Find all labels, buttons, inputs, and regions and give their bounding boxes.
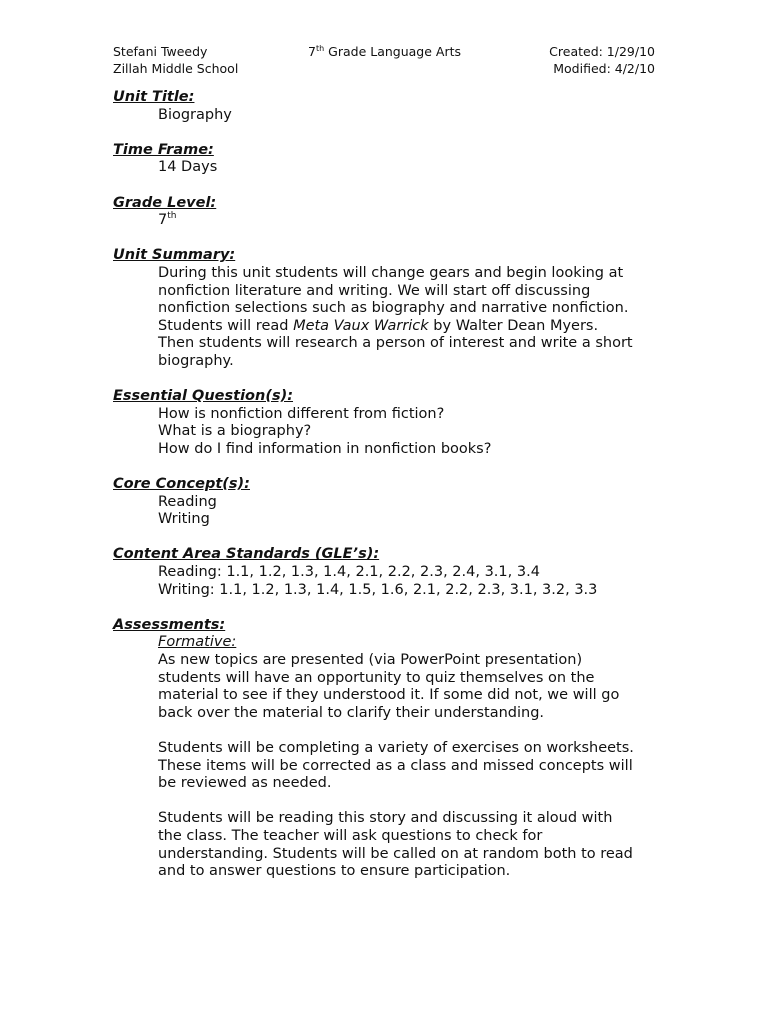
section-core-concepts — [113, 476, 673, 529]
concept-item: Reading — [158, 493, 217, 510]
unit-title-heading: Unit Title: — [113, 89, 195, 105]
summary-line: During this unit students will change gears and begin looking at — [158, 264, 624, 281]
document-body — [113, 89, 673, 898]
assessments-heading: Assessments: — [113, 616, 226, 633]
paragraph-line: and to answer questions to ensure participation. — [158, 863, 511, 880]
time-frame-heading: Time Frame: — [113, 141, 214, 158]
question-item: How do I find information in nonfiction books? — [158, 440, 492, 457]
concept-item: Writing — [158, 511, 210, 528]
paragraph-line: Students will be reading this story and discussing it aloud with — [158, 810, 613, 827]
author-name: Stefani Tweedy — [113, 44, 208, 59]
paragraph-line: the class. The teacher will ask questions to check for — [158, 827, 543, 844]
paragraph-line: These items will be corrected as a class and missed concepts will — [158, 757, 633, 774]
grade-level-heading: Grade Level: — [113, 194, 217, 211]
header-course — [308, 43, 461, 60]
assessment-paragraph — [158, 652, 673, 722]
paragraph-line: back over the material to clarify their understanding. — [158, 704, 545, 721]
grade-level-value — [158, 212, 673, 230]
book-title: Meta Vaux Warrick — [293, 317, 429, 334]
section-standards — [113, 546, 673, 599]
essential-questions-heading: Essential Question(s): — [113, 388, 294, 405]
paragraph-line: be reviewed as needed. — [158, 775, 332, 792]
assessment-paragraph — [158, 810, 673, 880]
paragraph-line: understanding. Students will be called on at random both to read — [158, 845, 633, 862]
question-item: How is nonfiction different from fiction? — [158, 405, 445, 422]
header-left — [113, 43, 238, 77]
paragraph-line: As new topics are presented (via PowerPoint presentation) — [158, 652, 583, 668]
section-unit-title — [113, 89, 673, 124]
summary-line: nonfiction selections such as biography and narrative nonfiction. — [158, 300, 629, 317]
grade-level-suffix: th — [167, 211, 177, 222]
course-grade-suffix: th — [315, 44, 325, 53]
summary-text: by Walter Dean Myers. — [428, 317, 599, 334]
standards-item: Reading: 1.1, 1.2, 1.3, 1.4, 2.1, 2.2, 2.3, 2.4, 3.1, 3.4 — [158, 564, 540, 581]
question-item: What is a biography? — [158, 423, 312, 440]
unit-title-value: Biography — [158, 106, 232, 123]
assessment-paragraph — [158, 740, 673, 793]
grade-level-number: 7 — [158, 212, 168, 229]
school-name: Zillah Middle School — [113, 61, 239, 76]
unit-summary-heading: Unit Summary: — [113, 247, 236, 264]
core-concepts-heading: Core Concept(s): — [113, 476, 250, 493]
summary-line: biography. — [158, 352, 234, 369]
summary-line: nonfiction literature and writing. We will start off discussing — [158, 282, 591, 299]
formative-subheading: Formative: — [158, 634, 237, 651]
section-assessments — [113, 617, 673, 881]
standards-item: Writing: 1.1, 1.2, 1.3, 1.4, 1.5, 1.6, 2.1, 2.2, 2.3, 3.1, 3.2, 3.3 — [158, 581, 598, 598]
paragraph-line: material to see if they understood it. If some did not, we will go — [158, 687, 620, 704]
created-date: Created: 1/29/10 — [549, 44, 655, 59]
time-frame-value: 14 Days — [158, 159, 218, 176]
summary-line — [158, 318, 673, 336]
paragraph-line: students will have an opportunity to quiz themselves on the — [158, 669, 595, 686]
section-unit-summary — [113, 247, 673, 370]
standards-heading: Content Area Standards (GLE’s): — [113, 546, 380, 563]
paragraph-line: Students will be completing a variety of exercises on worksheets. — [158, 739, 634, 756]
summary-text: Students will read — [158, 317, 294, 334]
course-name: Grade Language Arts — [324, 44, 461, 59]
summary-line: Then students will research a person of interest and write a short — [158, 335, 633, 352]
course-grade-number: 7 — [308, 44, 316, 59]
header-right — [549, 43, 655, 77]
section-time-frame — [113, 142, 673, 177]
section-essential-questions — [113, 388, 673, 458]
modified-date: Modified: 4/2/10 — [553, 61, 655, 76]
section-grade-level — [113, 195, 673, 230]
